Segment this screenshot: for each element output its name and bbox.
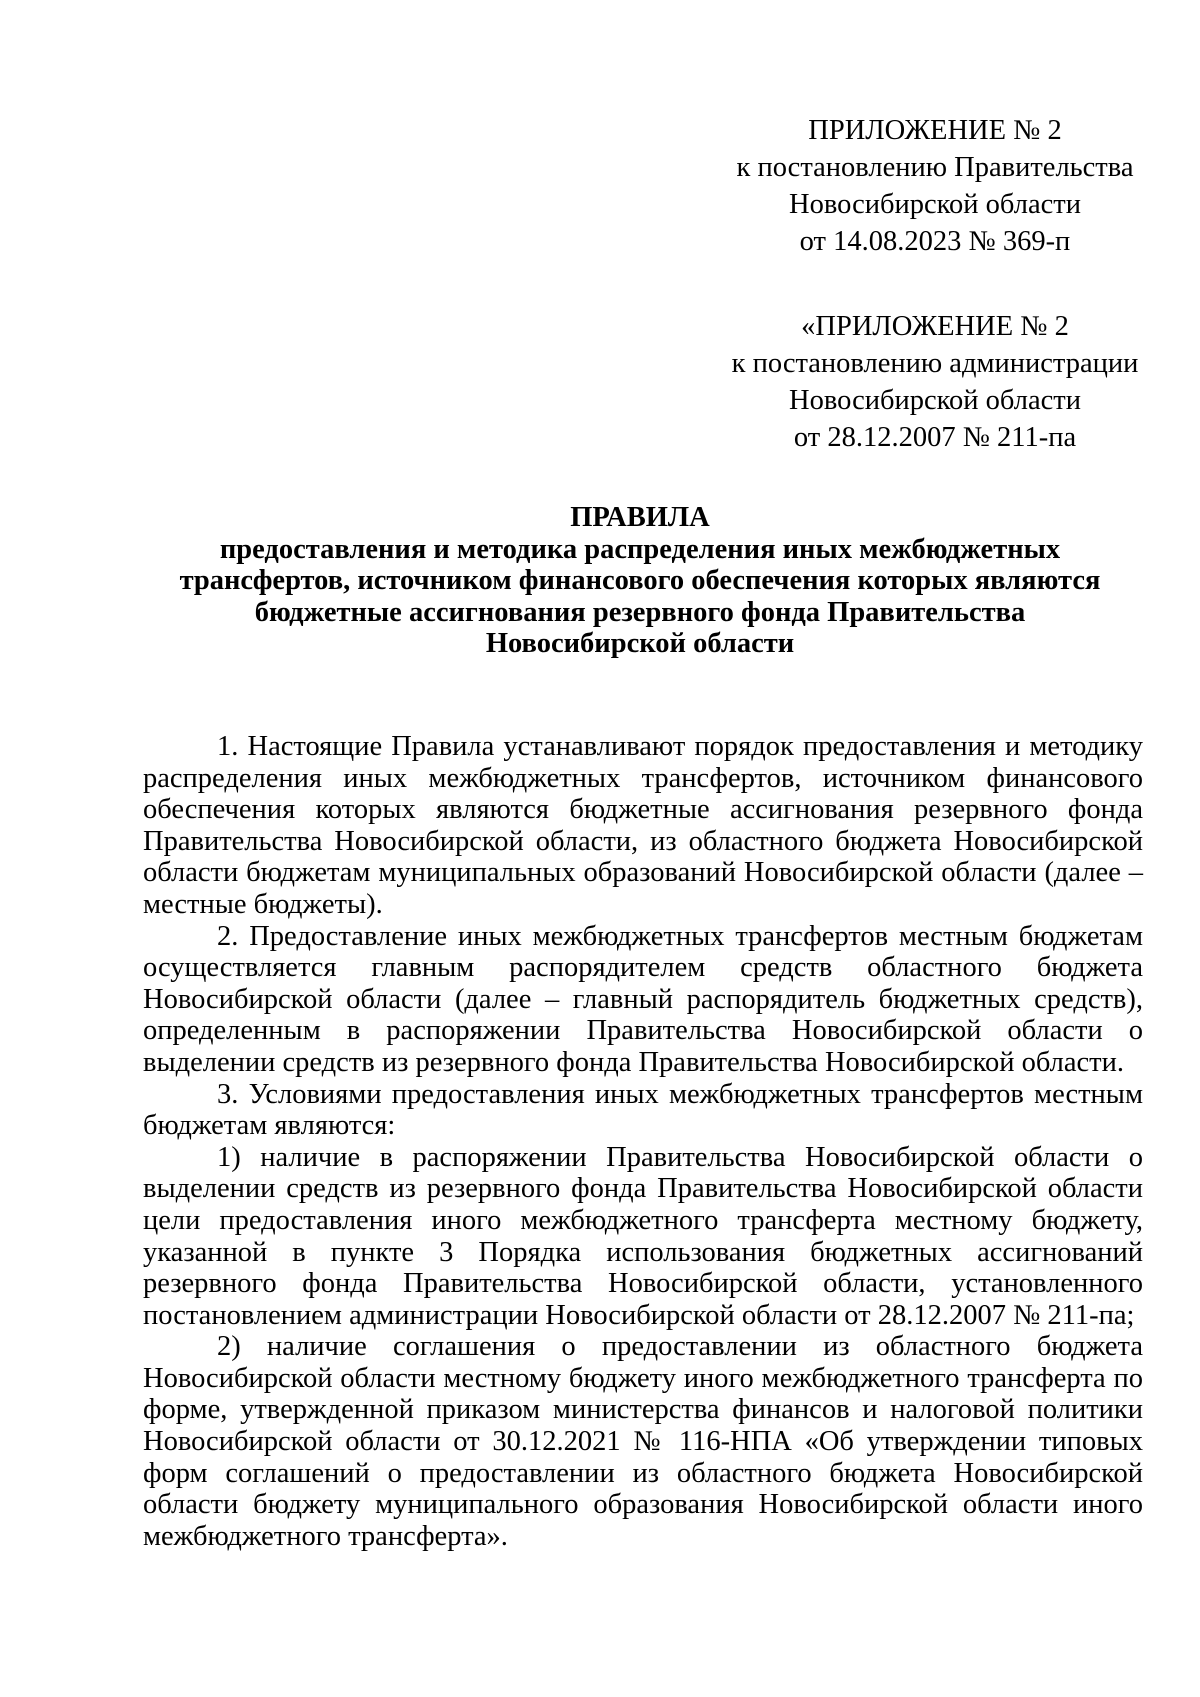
appendix-region: Новосибирской области [789,189,1081,220]
title-line: предоставления и методика распределения иных межбюджетных [219,533,1061,565]
previous-appendix-number: «ПРИЛОЖЕНИЕ № 2 [801,311,1069,342]
document-body [143,731,1143,1552]
subparagraph-2: 2) наличие соглашения о предоставлении из областного бюджета Новосибирской области местному бюджету иного межбюджетного трансферта по форме, утвержденной приказом министерства финансов и налоговой политики Новосибирской области от 30.12.2021 № 116-НПА «Об утверждении типовых форм соглашений о предоставлении из областного бюджета Новосибирской области бюджету муниципального образования Новосибирской области иного межбюджетного трансферта». [143,1331,1143,1552]
appendix-number: ПРИЛОЖЕНИЕ № 2 [808,115,1062,146]
previous-appendix-date: от 28.12.2007 № 211-па [793,422,1077,453]
paragraph-3: 3. Условиями предоставления иных межбюджетных трансфертов местным бюджетам являются: [143,1078,1143,1142]
paragraph-1: 1. Настоящие Правила устанавливают порядок предоставления и методику распределения иных межбюджетных трансфертов, источником финансового обеспечения которых являются бюджетные ассигнования резервного фонда Правительства Новосибирской области, из областного бюджета Новосибирской области бюджетам муниципальных образований Новосибирской области (далее – местные бюджеты). [143,731,1143,920]
title-line: трансфертов, источником финансового обеспечения которых являются [179,565,1101,596]
title-heading: ПРАВИЛА [570,502,710,533]
previous-appendix-header [715,308,1155,456]
title-line: бюджетные ассигнования резервного фонда Правительства [254,596,1026,628]
subparagraph-1: 1) наличие в распоряжении Правительства Новосибирской области о выделении средств из резервного фонда Правительства Новосибирской области цели предоставления иного межбюджетного трансферта местному бюджету, указанной в пункте 3 Порядка использования бюджетных ассигнований резервного фонда Правительства Новосибирской области, установленного постановлением администрации Новосибирской области от 28.12.2007 № 211-па; [143,1141,1143,1331]
document-title [140,502,1140,660]
previous-appendix-region: Новосибирской области [789,385,1081,416]
paragraph-2: 2. Предоставление иных межбюджетных трансфертов местным бюджетам осуществляется главным распорядителем средств областного бюджета Новосибирской области (далее – главный распорядитель бюджетных средств), определенным в распоряжении Правительства Новосибирской области о выделении средств из резервного фонда Правительства Новосибирской области. [143,920,1143,1078]
title-line: Новосибирской области [485,628,795,659]
appendix-header [715,112,1155,260]
previous-appendix-reference: к постановлению администрации [731,348,1139,379]
appendix-reference: к постановлению Правительства [736,152,1134,183]
appendix-date: от 14.08.2023 № 369-п [799,226,1071,257]
